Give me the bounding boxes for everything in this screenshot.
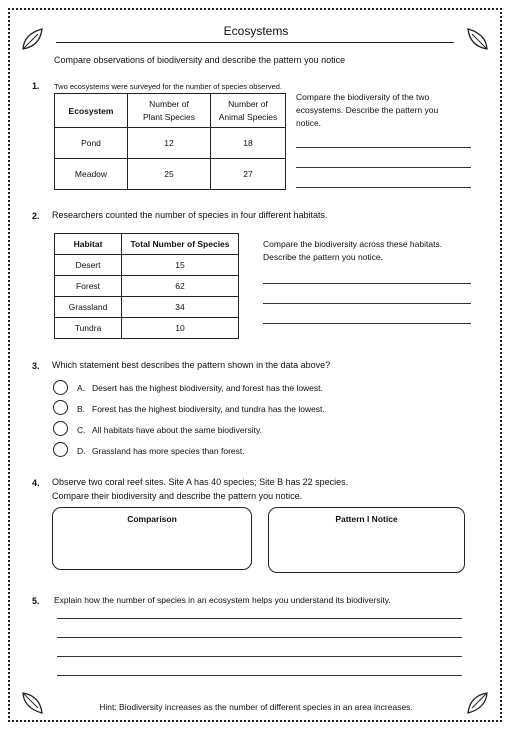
hint-text: Hint: Biodiversity increases as the number of different species in an area increases.	[99, 702, 413, 712]
page-subtitle: Compare observations of biodiversity and describe the pattern you notice	[54, 55, 346, 65]
option-c-letter: C.	[77, 425, 86, 435]
option-a-text: Desert has the highest biodiversity, and forest has the lowest.	[92, 383, 323, 393]
table-header: Ecosystem	[55, 94, 128, 128]
pattern-box-title: Pattern I Notice	[335, 514, 398, 524]
table-cell: 10	[122, 318, 239, 339]
question-4-line2: Compare their biodiversity and describe the pattern you notice.	[52, 491, 303, 501]
option-c-radio[interactable]	[53, 421, 68, 436]
question-5-question: Explain how the number of species in an ecosystem helps you understand its biodiversity.	[54, 595, 391, 605]
option-b-radio[interactable]	[53, 400, 68, 415]
table-row	[55, 276, 239, 297]
answer-line[interactable]	[296, 167, 471, 168]
answer-line[interactable]	[263, 323, 471, 324]
table-row	[55, 255, 239, 276]
answer-line[interactable]	[263, 303, 471, 304]
table-cell: 34	[122, 297, 239, 318]
table-cell: 15	[122, 255, 239, 276]
comparison-box[interactable]	[52, 507, 252, 570]
question-1-caption: Two ecosystems were surveyed for the number of species observed.	[54, 82, 283, 91]
ecosystem-table	[54, 93, 286, 190]
table-cell: Desert	[55, 255, 122, 276]
option-a-letter: A.	[77, 383, 86, 393]
question-1-number: 1.	[32, 81, 40, 91]
option-b-letter: B.	[77, 404, 86, 414]
question-1-prompt: Compare the biodiversity of the two ecosystems. Describe the pattern you notice.	[296, 92, 439, 128]
answer-line[interactable]	[57, 637, 462, 638]
table-cell: 18	[211, 128, 286, 159]
answer-line[interactable]	[57, 618, 462, 619]
table-row	[55, 128, 286, 159]
table-row	[55, 159, 286, 190]
option-d-radio[interactable]	[53, 442, 68, 457]
table-cell: 27	[211, 159, 286, 190]
pattern-box[interactable]	[268, 507, 465, 573]
table-cell: Tundra	[55, 318, 122, 339]
table-cell: Forest	[55, 276, 122, 297]
option-a-radio[interactable]	[53, 380, 68, 395]
page-title: Ecosystems	[223, 24, 289, 38]
question-2-number: 2.	[32, 211, 40, 221]
question-3-question: Which statement best describes the pattern shown in the data above?	[52, 360, 331, 370]
question-2-prompt: Compare the biodiversity across these habitats. Describe the pattern you notice.	[263, 239, 443, 262]
title-underline	[56, 42, 454, 43]
table-header: Total Number of Species	[122, 234, 239, 255]
table-header: Number of Animal Species	[211, 94, 286, 128]
table-row	[55, 297, 239, 318]
answer-line[interactable]	[57, 675, 462, 676]
table-header: Habitat	[55, 234, 122, 255]
table-row	[55, 318, 239, 339]
answer-line[interactable]	[263, 283, 471, 284]
question-2-intro: Researchers counted the number of species in four different habitats.	[52, 210, 328, 220]
option-c-text: All habitats have about the same biodiversity.	[92, 425, 262, 435]
table-cell: 62	[122, 276, 239, 297]
question-3-number: 3.	[32, 361, 40, 371]
question-5-number: 5.	[32, 596, 40, 606]
comparison-box-title: Comparison	[127, 514, 177, 524]
habitat-table	[54, 233, 239, 339]
table-header: Number of Plant Species	[128, 94, 211, 128]
answer-line[interactable]	[57, 656, 462, 657]
answer-line[interactable]	[296, 187, 471, 188]
table-cell: Pond	[55, 128, 128, 159]
option-d-text: Grassland has more species than forest.	[92, 446, 245, 456]
table-cell: 12	[128, 128, 211, 159]
table-cell: 25	[128, 159, 211, 190]
table-cell: Meadow	[55, 159, 128, 190]
answer-line[interactable]	[296, 147, 471, 148]
option-b-text: Forest has the highest biodiversity, and tundra has the lowest.	[92, 404, 325, 414]
option-d-letter: D.	[77, 446, 86, 456]
table-cell: Grassland	[55, 297, 122, 318]
question-4-line1: Observe two coral reef sites. Site A has 40 species; Site B has 22 species.	[52, 477, 349, 487]
question-4-number: 4.	[32, 478, 40, 488]
